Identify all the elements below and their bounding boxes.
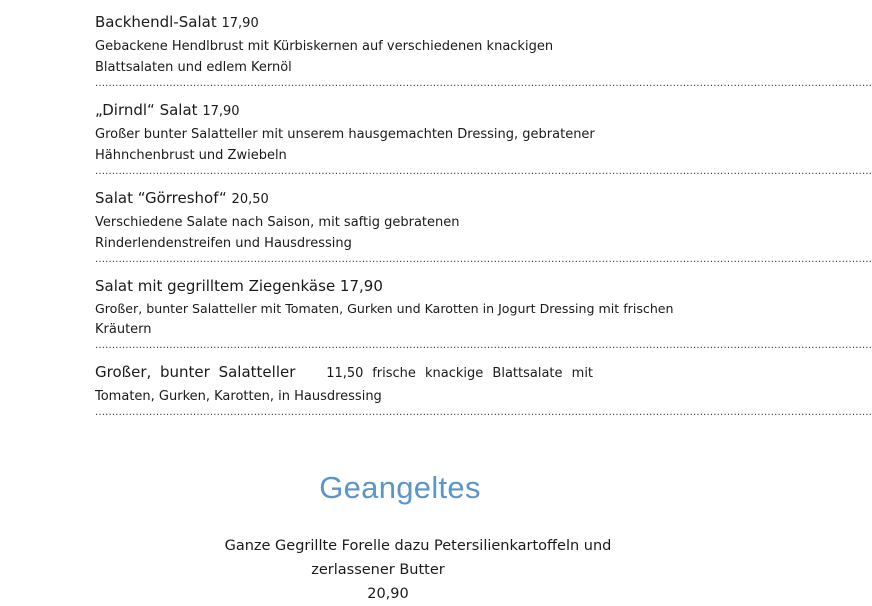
item-name: Salat mit gegrilltem Ziegenkäse 17,90 (95, 277, 383, 295)
item-description-line: Tomaten, Gurken, Karotten, in Hausdressing (95, 389, 382, 404)
salad-menu (95, 10, 872, 427)
item-title (95, 186, 715, 212)
dotted-separator: ...................................................................................................................................................................................................................................... (95, 340, 872, 351)
item-name: Großer, bunter Salatteller (95, 363, 296, 381)
menu-item-dirndl-salat (95, 98, 872, 178)
item-description-line: Blattsalaten und edlem Kernöl (95, 60, 292, 75)
item-description-line: Gebackene Hendlbrust mit Kürbiskernen auf verschiedenen knackigen (95, 39, 554, 54)
item-description-line: Großer bunter Salatteller mit unserem hausgemachten Dressing, gebratener (95, 127, 595, 142)
menu-item-forelle (0, 534, 836, 606)
item-description-line: Kräutern (95, 322, 152, 337)
menu-item-bunter-salatteller (95, 360, 872, 419)
item-title (95, 274, 715, 298)
item-name: „Dirndl“ Salat (95, 101, 198, 119)
item-description-line: Hähnchenbrust und Zwiebeln (95, 148, 287, 163)
section-title: Geangeltes (319, 470, 481, 505)
item-price: 20,90 (367, 586, 409, 602)
item-name: Salat “Görreshof“ (95, 189, 227, 207)
dotted-separator: ...................................................................................................................................................................................................................................... (95, 407, 872, 418)
item-title (95, 10, 715, 36)
dotted-separator: ...................................................................................................................................................................................................................................... (95, 166, 872, 177)
item-description-line: Verschiedene Salate nach Saison, mit saftig gebratenen (95, 215, 460, 230)
item-title (95, 98, 715, 124)
item-description-line: zerlassener Butter (311, 562, 445, 578)
dotted-separator: ...................................................................................................................................................................................................................................... (95, 78, 872, 89)
item-description-line: Rinderlendenstreifen und Hausdressing (95, 236, 352, 251)
item-name: Backhendl-Salat (95, 13, 217, 31)
item-price: 17,90 (221, 16, 259, 31)
item-description-inline: frische knackige Blattsalate mit (372, 366, 594, 381)
item-description-line: Großer, bunter Salatteller mit Tomaten, Gurken und Karotten in Jogurt Dressing mit frischen (95, 301, 674, 316)
item-description-line: Ganze Gegrillte Forelle dazu Petersilienkartoffeln und (224, 538, 612, 554)
menu-item-backhendl-salat (95, 10, 872, 90)
item-title (95, 360, 715, 386)
item-price: 11,50 (326, 366, 364, 381)
item-price: 20,50 (231, 192, 269, 207)
menu-item-ziegenkaese-salat (95, 274, 872, 352)
dotted-separator: ...................................................................................................................................................................................................................................... (95, 254, 872, 265)
item-price: 17,90 (202, 104, 240, 119)
menu-item-salat-goerreshof (95, 186, 872, 266)
